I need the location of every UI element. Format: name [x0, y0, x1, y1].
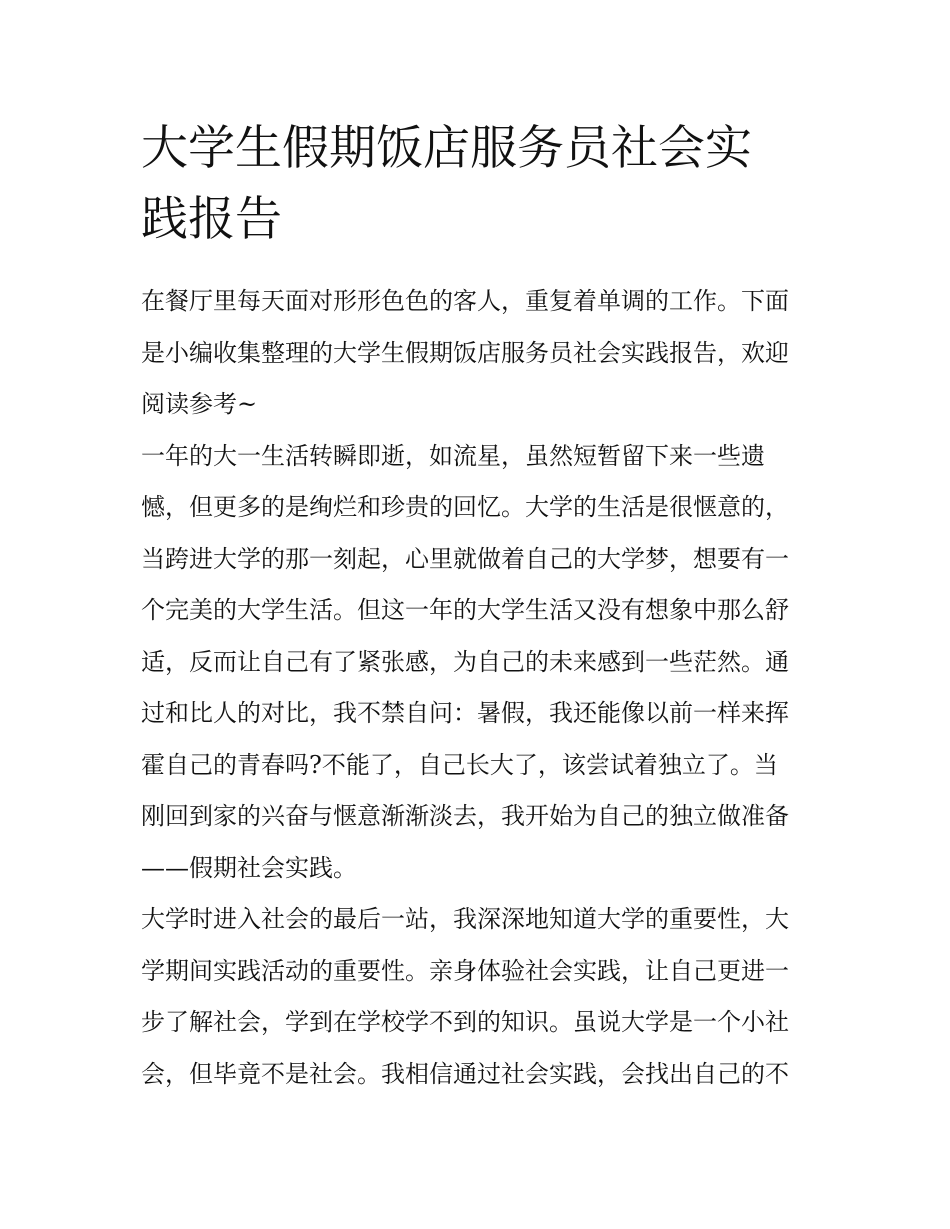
text-line: 会，但毕竟不是社会。我相信通过社会实践，会找出自己的不 [141, 1059, 789, 1088]
text-line: 阅读参考~ [141, 390, 258, 418]
text-line: ——假期社会实践。 [141, 853, 357, 882]
text-line: 当跨进大学的那一刻起，心里就做着自己的大学梦，想要有一 [141, 544, 789, 573]
text-line: 适，反而让自己有了紧张感，为自己的未来感到一些茫然。通 [141, 647, 789, 676]
text-line: 学期间实践活动的重要性。亲身体验社会实践，让自己更进一 [141, 956, 789, 985]
intro-paragraph [141, 276, 813, 431]
document-title [141, 113, 813, 255]
text-line: 刚回到家的兴奋与惬意渐渐淡去，我开始为自己的独立做准备 [141, 802, 789, 830]
text-line: 大学时进入社会的最后一站，我深深地知道大学的重要性，大 [141, 905, 789, 933]
document-content [141, 113, 813, 1100]
body-paragraph [141, 431, 813, 895]
text-line: 霍自己的青春吗?不能了，自己长大了，该尝试着独立了。当 [141, 750, 778, 779]
text-line: 一年的大一生活转瞬即逝，如流星，虽然短暂留下来一些遗 [141, 441, 765, 470]
title-line: 践报告 [141, 192, 282, 247]
text-line: 个完美的大学生活。但这一年的大学生活又没有想象中那么舒 [141, 596, 789, 624]
text-line: 过和比人的对比，我不禁自问：暑假，我还能像以前一样来挥 [141, 699, 789, 727]
body-paragraph [141, 894, 813, 1100]
title-line: 大学生假期饭店服务员社会实 [141, 121, 752, 176]
text-line: 是小编收集整理的大学生假期饭店服务员社会实践报告，欢迎 [141, 338, 789, 367]
text-line: 在餐厅里每天面对形形色色的客人，重复着单调的工作。下面 [141, 287, 789, 315]
text-line: 憾，但更多的是绚烂和珍贵的回忆。大学的生活是很惬意的， [141, 493, 789, 521]
text-line: 步了解社会，学到在学校学不到的知识。虽说大学是一个小社 [141, 1008, 789, 1036]
